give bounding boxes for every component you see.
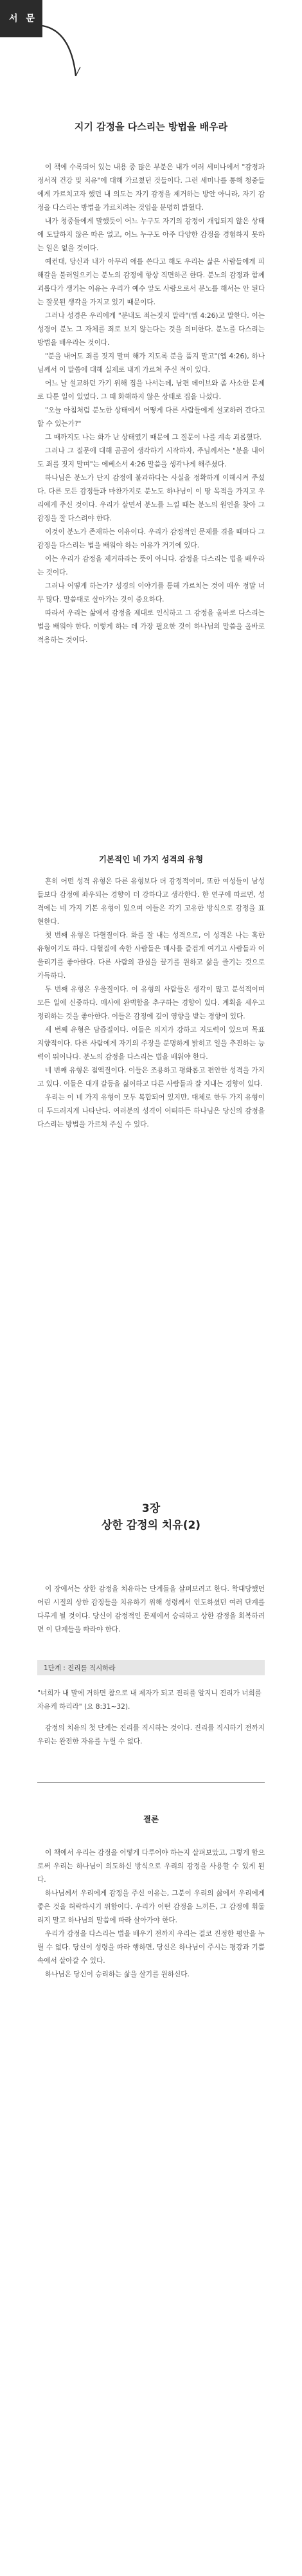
step-1-text: 감정의 치유의 첫 단계는 진리를 직시하는 것이다. 진리를 직시하기 전까지 우리는 완전한 자유를 누릴 수 없다. <box>37 1724 265 1745</box>
paragraph: 그러나 어떻게 하는가? 성경의 이야기를 통해 가르치는 것이 매우 정말 너무 많다. 말씀대로 살아가는 것이 중요하다. <box>37 582 265 603</box>
paragraph: 두 번째 유형은 우울질이다. 이 유형의 사람들은 생각이 많고 분석적이며 모든 일에 신중하다. 매사에 완벽함을 추구하는 경향이 있다. 계획을 세우고 정리하는 것을 좋아한다. 이들은 감정에 깊이 영향을 받는 경향이 있다. <box>37 986 265 1020</box>
paragraph: 우리가 감정을 다스리는 법을 배우기 전까지 우리는 결코 진정한 평안을 누릴 수 없다. 당신이 성령을 따라 행하면, 당신은 하나님이 주시는 평강과 기쁨 속에서 살아갈 수 있다. <box>37 1930 265 1965</box>
paragraph: 우리는 이 네 가지 유형이 모두 복합되어 있지만, 대체로 한두 가지 유형이 더 두드러지게 나타난다. 여러분의 성격이 어떠하든 하나님은 당신의 감정을 다스리는 방법을 가르쳐 주실 수 있다. <box>37 1094 265 1128</box>
paragraph: "분을 내어도 죄를 짓지 말며 해가 지도록 분을 품지 말고"(엡 4:26), 하나님께서 이 말씀에 대해 실제로 내게 가르쳐 주신 적이 있다. <box>37 353 265 374</box>
paragraph: 하나님은 분노가 단지 감정에 불과하다는 사실을 정확하게 이해시켜 주셨다. 다른 모든 감정들과 마찬가지로 분노도 하나님이 이 땅 목적을 가지고 우리에게 주신 것이다. 우리가 살면서 분노를 느낄 때는 분노의 원인을 찾아 그 감정을 잘 다스려야 한다. <box>37 474 265 522</box>
paragraph: 첫 번째 유형은 다혈질이다. 화를 잘 내는 성격으로, 이 성격은 나는 혹한 유형이기도 하다. 다혈질에 속한 사람들은 매사를 즐겁게 여기고 사람들과 어울리기를 좋아한다. 다른 사람의 관심을 끌기를 원하고 삶을 즐기는 것으로 가득하다. <box>37 932 265 980</box>
paragraph: 따라서 우리는 삶에서 감정을 제대로 인식하고 그 감정을 올바로 다스리는 법을 배워야 한다. 이렇게 하는 데 가장 필요한 것이 하나님의 말씀을 올바로 적용하는 것이다. <box>37 609 265 644</box>
paragraph: 이 책에 수록되어 있는 내용 중 많은 부분은 내가 여러 세미나에서 "감정과 정서적 건강 및 치유"에 대해 가르쳤던 것들이다. 그런 세미나를 통해 청중들에게 가르치고자 했던 내 의도는 자기 감정을 제거하는 방안 아니라, 자기 감정을 다스리는 방법을 가르치려는 것임을 분명히 밝혔다. <box>37 163 265 212</box>
paragraph: 이것이 분노가 존재하는 이유이다. 우리가 감정적인 문제를 겪을 때마다 그 감정을 다스리는 법을 배워야 하는 이유가 거기에 있다. <box>37 528 265 549</box>
step-1-verse-block <box>37 1687 265 1749</box>
conclusion-section <box>37 1846 265 1982</box>
paragraph: 네 번째 유형은 점액질이다. 이들은 조용하고 평화롭고 편안한 성격을 가지고 있다. 이들은 대개 갈등을 싫어하고 다른 사람들과 잘 지내는 경향이 있다. <box>37 1067 265 1088</box>
paragraph: 흔히 어떤 성격 유형은 다른 유형보다 더 감정적이며, 또한 여성들이 남성들보다 감정에 좌우되는 경향이 더 강하다고 생각한다. 한 연구에 따르면, 성격에는 네 가지 기본 유형이 있으며 이들은 각기 고유한 방식으로 감정을 표현한다. <box>37 878 265 926</box>
paragraph: 이 장에서는 상한 감정을 치유하는 단계들을 살펴보려고 한다. 학대당했던 어린 시절의 상한 감정들을 치유하기 위해 성령께서 인도하셨던 여러 단계를 다루게 될 것이다. 당신이 감정적인 문제에서 승리하고 상한 감정을 회복하려면 이 단계들을 따라야 한다. <box>37 1585 265 1633</box>
section-tab-label: 서 문 <box>9 14 37 24</box>
paragraph: 하나님께서 우리에게 감정을 주신 이유는, 그분이 우리의 삶에서 우리에게 좋은 것을 허락하시기 위함이다. 우리가 어떤 감정을 느끼든, 그 감정에 휘둘리지 말고 하나님의 말씀에 따라 살아가야 한다. <box>37 1890 265 1924</box>
decorative-swoosh <box>0 0 129 84</box>
intro-section <box>37 161 265 647</box>
step-1-box <box>37 1660 265 1675</box>
paragraph: 그러나 성경은 우리에게 "분내도 죄는짓지 말라"(엡 4:26)고 말한다. 이는 성경이 분노 그 자체를 죄로 보지 않는다는 것을 의미한다. 분노를 다스리는 방법을 배우라는 것이다. <box>37 312 265 347</box>
chapter-title: 상한 감정의 치유(2) <box>101 1519 201 1532</box>
paragraph: 예컨대, 당신과 내가 아무리 애를 쓴다고 해도 우리는 삶은 사람들에게 피해갈을 불러일으키는 분노의 감정에 항상 직면하곤 한다. 분노의 감정과 함께 괴롭다가 생기는 이유는 우리가 예수 앞도 사랑으로서 분노를 해서는 안 된다는 잘못된 생각을 가지고 있기 때문이다. <box>37 258 265 306</box>
paragraph: 이는 우리가 감정을 제거하라는 뜻이 아니다. 감정을 다스리는 법을 배우라는 것이다. <box>37 555 265 576</box>
paragraph: 어느 날 설교하던 가기 위해 집을 나서는데, 남편 데이브와 좀 사소한 문제로 다툰 일이 있었다. 그 때 화해하지 않은 상태로 집을 나섰다. <box>37 380 265 401</box>
paragraph: 내가 청중들에게 말했듯이 어느 누구도 자기의 감정이 개입되지 않은 상태에 도달하지 않은 따은 없고, 어느 누구도 아주 다양한 감정을 경험하지 못하는 일은 없을 것이다. <box>37 217 265 252</box>
paragraph: 이 책에서 우리는 감정을 어떻게 다루어야 하는지 살펴보았고, 그렇게 함으로써 우리는 하나님이 의도하신 방식으로 우리의 감정을 사용할 수 있게 된다. <box>37 1849 265 1884</box>
paragraph: 그러나 그 질문에 대해 곰곰이 생각하기 시작하자, 주님께서는 "분을 내어도 죄를 짓지 말며"는 에베소서 4:26 말씀을 생각나게 해주셨다. <box>37 447 265 468</box>
chapter-intro <box>37 1583 265 1637</box>
section-heading-conclusion: 결론 <box>143 1814 159 1824</box>
chapter-number: 3장 <box>141 1502 161 1515</box>
step-1-label: 1단계 : 진리를 직시하라 <box>44 1664 116 1672</box>
paragraph: 하나님은 당신이 승리하는 삶을 살기를 원하신다. <box>45 1971 190 1978</box>
section-heading-personality: 기본적인 네 가지 성격의 유형 <box>98 854 204 864</box>
personality-section <box>37 875 265 1132</box>
paragraph: "오늘 아침처럼 분노한 상태에서 어떻게 다른 사람들에게 설교하러 간다고 할 수 있는가?" <box>37 407 265 428</box>
bible-verse: "너희가 내 말에 거하면 참으로 내 제자가 되고 진리를 알지니 진리가 너희를 자유케 하리라" (요 8:31~32). <box>37 1689 262 1711</box>
section-divider <box>37 1782 265 1783</box>
page-title: 지기 감정을 다스리는 방법을 배우라 <box>74 121 228 133</box>
paragraph: 그 때까지도 나는 화가 난 상태였기 때문에 그 질문이 나를 계속 괴롭혔다. <box>45 434 262 441</box>
paragraph: 세 번째 유형은 담즙질이다. 이들은 의지가 강하고 지도력이 있으며 목표 지향적이다. 다른 사람에게 자기의 주장을 분명하게 밝히고 일을 추진하는 능력이 뛰어나다. 분노의 감정을 다스리는 법을 배워야 한다. <box>37 1026 265 1061</box>
